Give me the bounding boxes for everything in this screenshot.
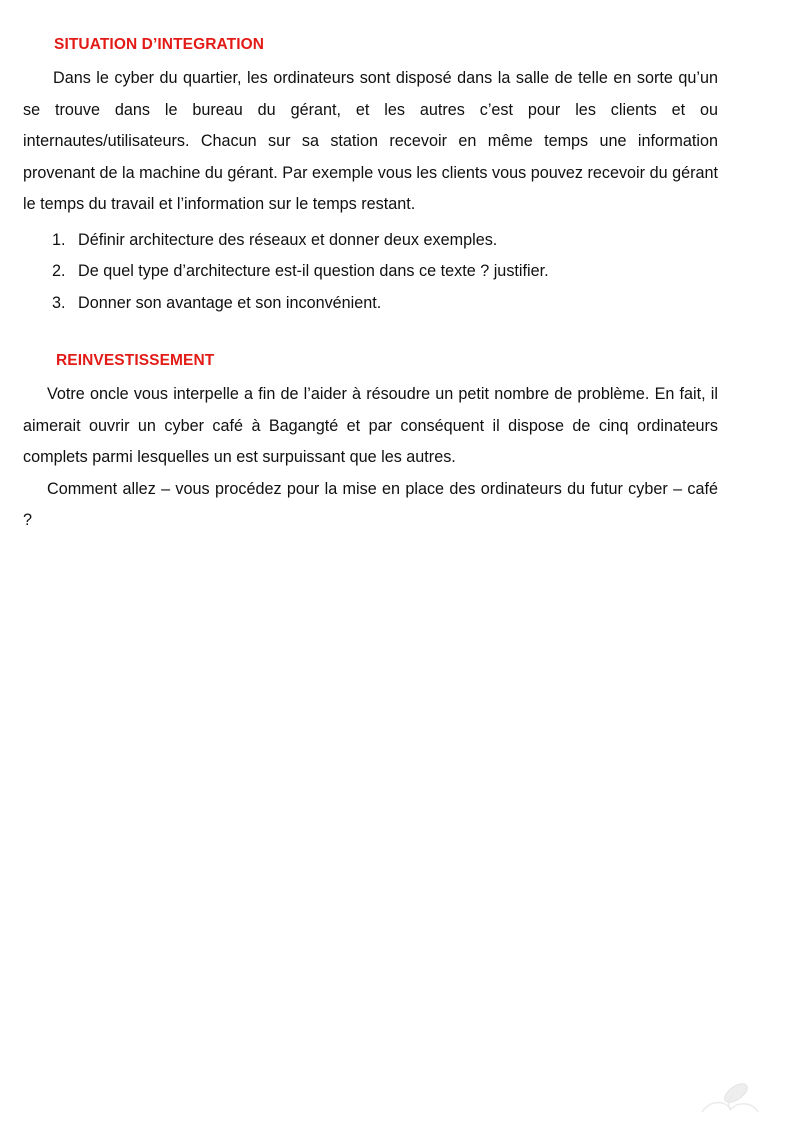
list-item-label: De quel type d’architecture est-il question dans ce texte ? justifier. <box>78 262 549 280</box>
section-heading-situation-integration: SITUATION D’INTEGRATION <box>54 36 265 53</box>
paragraph-reinvestissement-body: Votre oncle vous interpelle a fin de l’aider à résoudre un petit nombre de problème. En fait, il aimerait ouvrir un cyber café à Bagangté et par conséquent il dispose de cinq ordinateurs complets parmi lesquelles un est surpuissant que les autres. <box>23 385 718 466</box>
section-spacer <box>23 319 718 352</box>
list-item-label: Donner son avantage et son inconvénient. <box>78 293 382 312</box>
section-heading-reinvestissement: REINVESTISSEMENT <box>56 352 215 369</box>
document-content <box>23 0 718 537</box>
list-item <box>23 256 718 288</box>
paragraph-reinvestissement-question: Comment allez – vous procédez pour la mise en place des ordinateurs du futur cyber – café ? <box>23 479 718 529</box>
list-item-number: 3. <box>52 293 66 312</box>
paragraph-situation-body: Dans le cyber du quartier, les ordinateurs sont disposé dans la salle de telle en sorte qu’un se trouve dans le bureau du gérant, et les autres c’est pour les clients et ou internautes/utilisateurs. Chacun sur sa station recevoir en même temps une information provenant de la machine du gérant. Par exemple vous les clients vous pouvez recevoir du gérant le temps du travail et l’information sur le temps restant. <box>23 69 718 213</box>
questions-list <box>23 225 718 320</box>
list-item-number: 2. <box>52 262 66 280</box>
list-item-label: Définir architecture des réseaux et donner deux exemples. <box>78 230 498 249</box>
list-item <box>23 288 718 320</box>
list-item-number: 1. <box>52 230 66 249</box>
list-item <box>23 225 718 257</box>
faint-leaf-logo-icon <box>700 1074 762 1114</box>
